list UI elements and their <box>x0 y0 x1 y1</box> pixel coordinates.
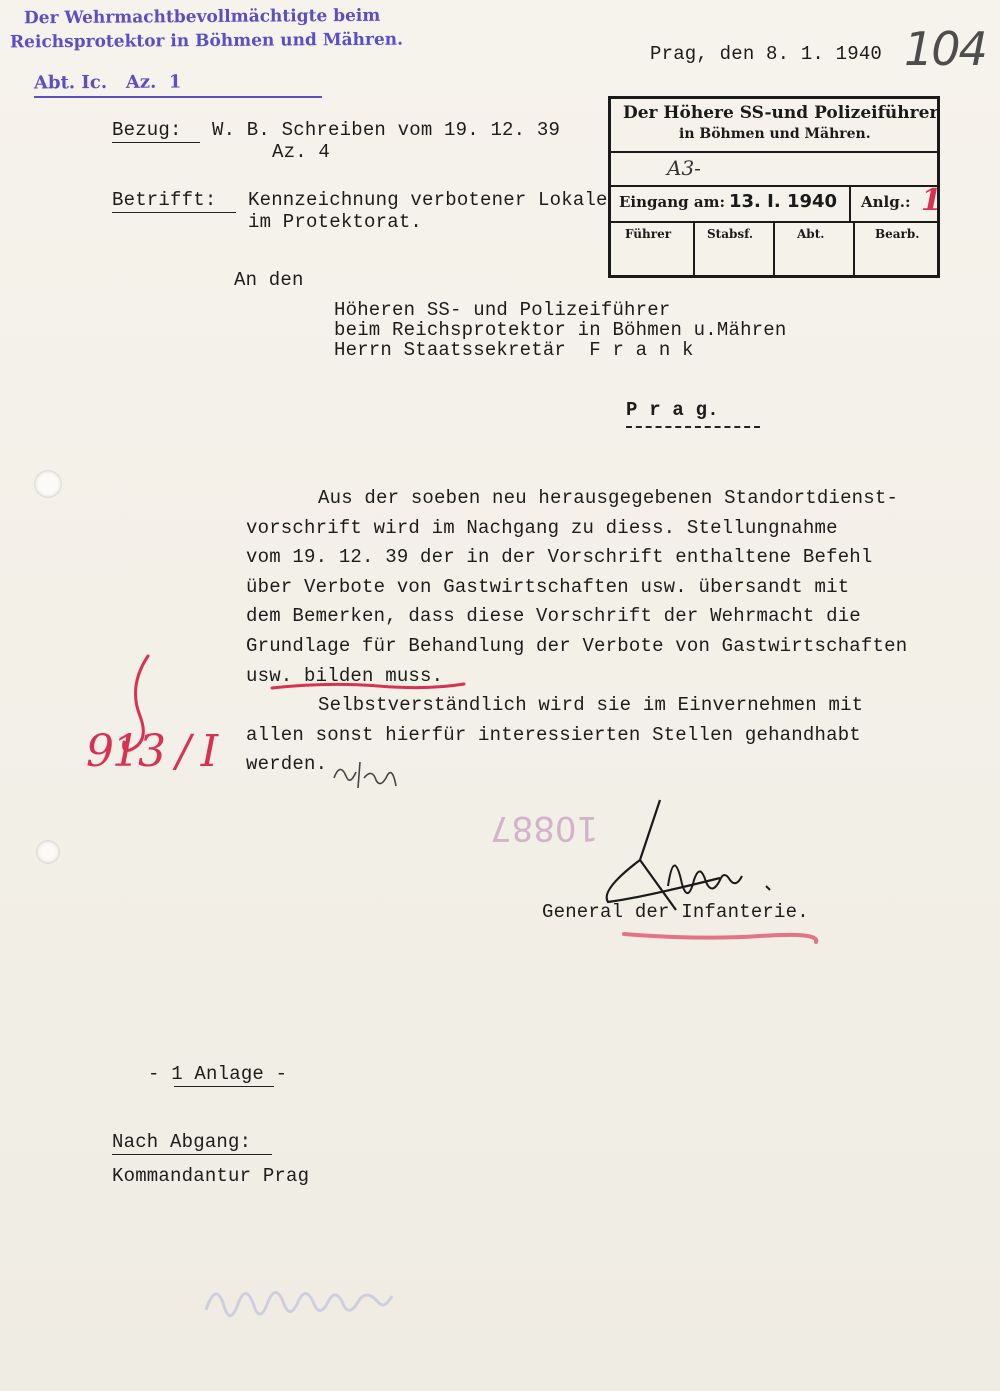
folio-number: 104 <box>904 22 986 76</box>
abt-line: Abt. Ic. Az. 1 <box>33 71 182 94</box>
receipt-stamp-divider-entry <box>849 185 851 221</box>
body-line-6: Grundlage für Behandlung der Verbote von Gastwirtschaften <box>246 635 908 657</box>
place-date: Prag, den 8. 1. 1940 <box>650 43 883 65</box>
receipt-stamp-attachments-label: Anlg.: <box>861 193 911 211</box>
body-line-3: vom 19. 12. 39 der in der Vorschrift enthaltene Befehl <box>246 546 873 568</box>
red-underline-signature <box>620 926 820 950</box>
body-line-10: werden. <box>246 753 328 775</box>
receipt-stamp-entry-date: 13. I. 1940 <box>729 191 838 212</box>
subject-text: Kennzeichnung verbotener Lokale <box>248 189 608 211</box>
body-line-9: allen sonst hierfür interessierten Stellen gehandhabt <box>246 724 861 746</box>
addressee-line2: beim Reichsprotektor in Böhmen u.Mähren <box>334 319 787 341</box>
receipt-stamp-title2: in Böhmen und Mähren. <box>679 126 871 142</box>
subject-text2: im Protektorat. <box>248 211 423 233</box>
addressee-line3: Herrn Staatssekretär F r a n k <box>334 339 694 361</box>
header-stamp-line2: Reichsprotektor in Böhmen und Mähren. <box>9 29 404 53</box>
receipt-stamp-divider-3 <box>853 221 855 275</box>
after-dispatch-label: Nach Abgang: <box>112 1131 252 1153</box>
receipt-stamp-col-stabsf: Stabsf. <box>707 227 754 241</box>
abt-underline <box>34 96 322 98</box>
body-line-1: Aus der soeben neu herausgegebenen Standortdienst- <box>318 487 899 509</box>
reference-label-underline <box>112 142 200 143</box>
receipt-stamp-entry-label: Eingang am: <box>619 193 725 211</box>
punch-hole-bottom <box>36 840 60 864</box>
signature-title: General der Infanterie. <box>542 901 809 923</box>
body-line-8: Selbstverständlich wird sie im Einvernehmen mit <box>318 694 864 716</box>
subject-label-underline <box>112 212 236 213</box>
enclosure-underline <box>174 1086 274 1087</box>
receipt-stamp-divider-2 <box>773 221 775 275</box>
receipt-stamp-title1: Der Höhere SS-und Polizeiführer <box>623 103 939 123</box>
punch-hole-top <box>34 470 62 498</box>
reference-text2: Az. 4 <box>272 141 331 163</box>
receipt-stamp-divider-1 <box>693 221 695 275</box>
margin-note: 913 / I <box>86 726 217 777</box>
addressee-line1: Höheren SS- und Polizeiführer <box>334 299 671 321</box>
receipt-stamp-col-fuehrer: Führer <box>625 227 672 241</box>
body-line-2: vorschrift wird im Nachgang zu diess. Stellungnahme <box>246 517 838 539</box>
addressee-city-underline <box>626 426 760 428</box>
receipt-stamp-code: A3- <box>667 156 701 180</box>
body-line-4: über Verbote von Gastwirtschaften usw. übersandt mit <box>246 576 850 598</box>
body-line-5: dem Bemerken, dass diese Vorschrift der Wehrmacht die <box>246 605 861 627</box>
reference-text: W. B. Schreiben vom 19. 12. 39 <box>212 119 561 141</box>
receipt-stamp-row-code <box>611 151 937 187</box>
reference-label: Bezug: <box>112 119 182 141</box>
addressee-intro: An den <box>234 269 304 291</box>
addressee-city: P r a g. <box>626 399 719 421</box>
faint-blue-scribble-icon <box>200 1270 420 1330</box>
after-dispatch-text: Kommandantur Prag <box>112 1165 310 1187</box>
receipt-stamp-col-bearb: Bearb. <box>875 227 920 241</box>
handwritten-initial-icon <box>330 756 410 796</box>
receipt-stamp <box>608 96 940 278</box>
body-line-7: usw. bilden muss. <box>246 665 444 687</box>
pencil-mark: 10887 <box>490 808 599 848</box>
enclosure: - 1 Anlage - <box>148 1063 288 1085</box>
red-underline-bilden <box>268 678 468 698</box>
subject-label: Betrifft: <box>112 189 217 211</box>
after-dispatch-underline <box>112 1154 272 1155</box>
header-stamp-line1: Der Wehrmachtbevollmächtigte beim <box>23 5 381 29</box>
receipt-stamp-col-abt: Abt. <box>797 227 825 241</box>
receipt-stamp-attachments-count: 1 <box>921 183 942 218</box>
